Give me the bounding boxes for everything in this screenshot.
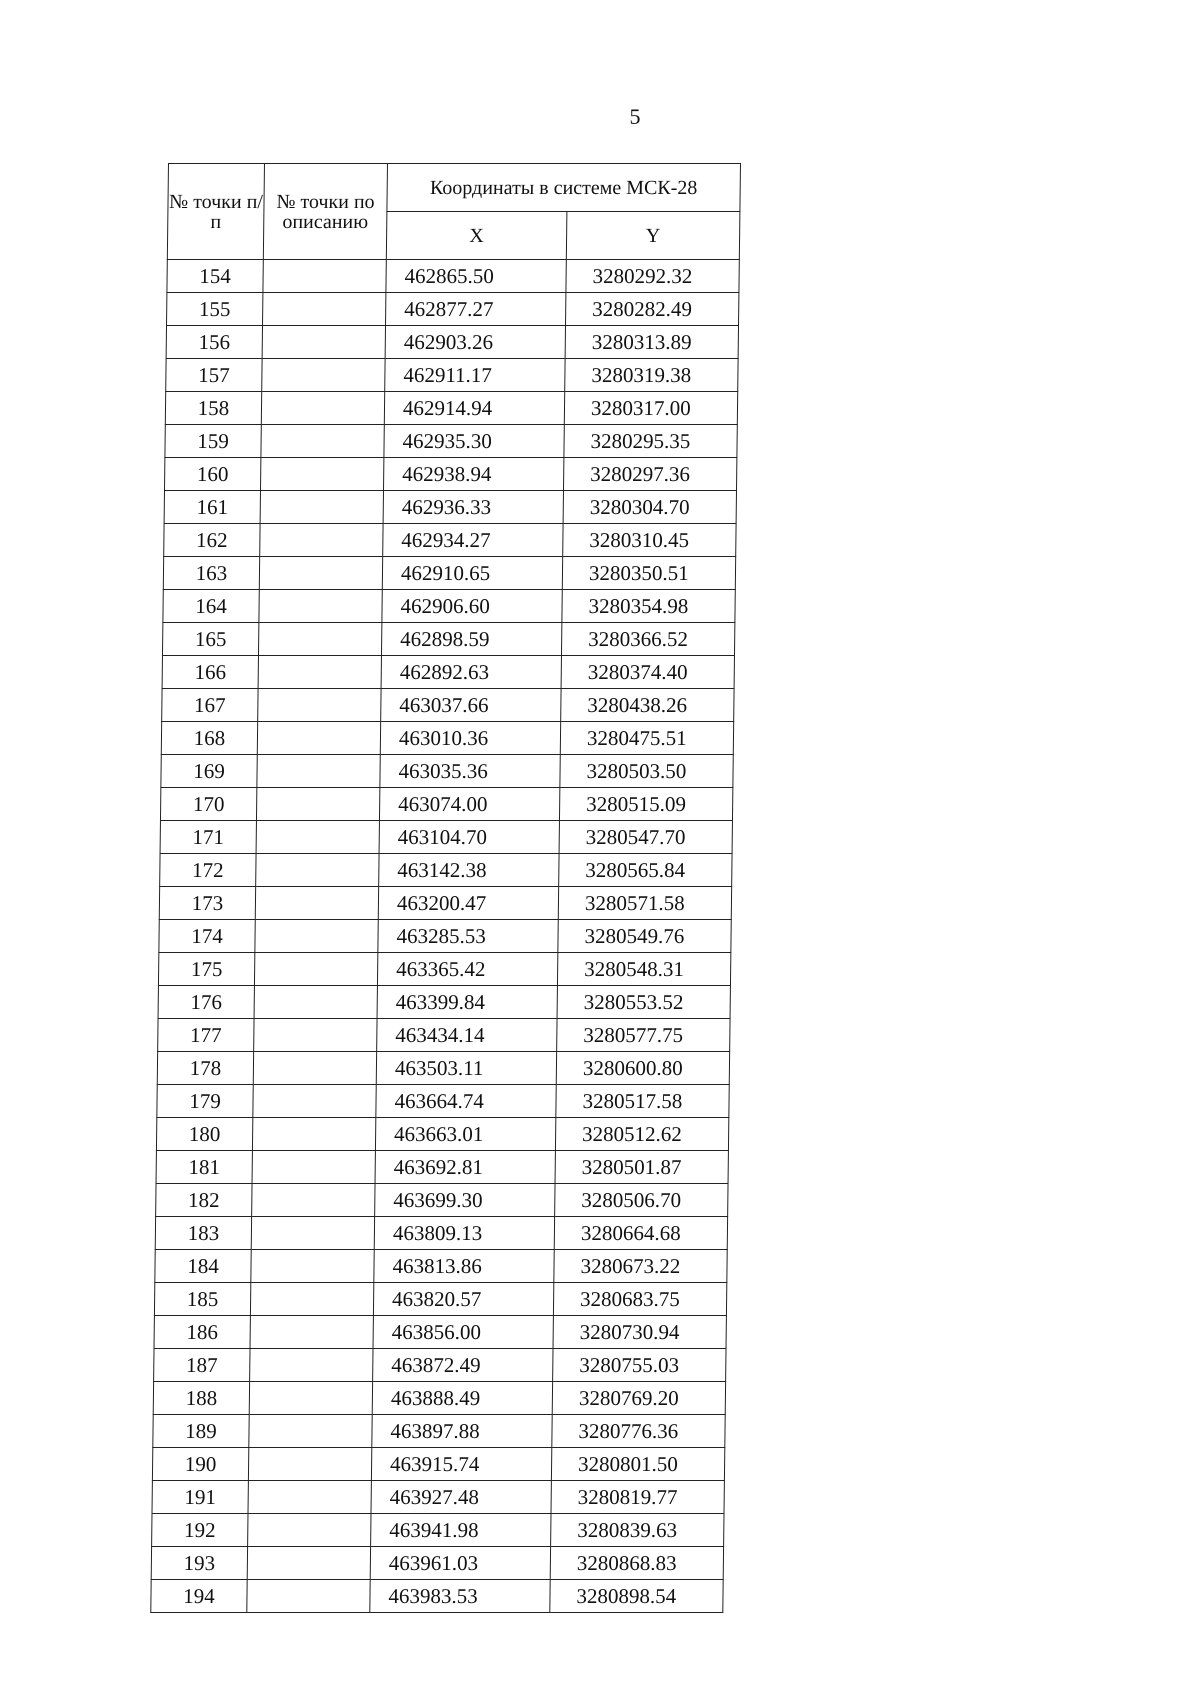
- cell-description-point: [263, 293, 386, 326]
- table-row: [157, 1052, 729, 1085]
- cell-description-point: [256, 854, 379, 887]
- cell-point-number: 158: [165, 392, 261, 425]
- cell-point-number: 170: [160, 788, 256, 821]
- cell-y: 3280295.35: [564, 425, 737, 458]
- table-row: [152, 1448, 724, 1481]
- cell-description-point: [258, 623, 381, 656]
- header-y: Y: [566, 212, 740, 260]
- cell-y: 3280769.20: [552, 1382, 725, 1415]
- cell-x: 463813.86: [374, 1250, 554, 1283]
- cell-point-number: 161: [164, 491, 260, 524]
- cell-point-number: 162: [164, 524, 260, 557]
- cell-x: 463692.81: [375, 1151, 555, 1184]
- cell-description-point: [260, 491, 383, 524]
- cell-point-number: 188: [153, 1382, 249, 1415]
- table-row: [162, 689, 734, 722]
- cell-description-point: [261, 392, 384, 425]
- cell-x: 463699.30: [375, 1184, 555, 1217]
- cell-y: 3280366.52: [561, 623, 734, 656]
- cell-point-number: 163: [163, 557, 259, 590]
- cell-description-point: [250, 1283, 373, 1316]
- cell-y: 3280350.51: [562, 557, 735, 590]
- table-row: [159, 887, 731, 920]
- table-row: [164, 458, 736, 491]
- cell-y: 3280549.76: [558, 920, 731, 953]
- cell-point-number: 190: [152, 1448, 248, 1481]
- cell-description-point: [250, 1349, 373, 1382]
- cell-description-point: [249, 1382, 372, 1415]
- cell-x: 463915.74: [371, 1448, 551, 1481]
- cell-description-point: [255, 920, 378, 953]
- cell-y: 3280310.45: [563, 524, 736, 557]
- cell-description-point: [260, 458, 383, 491]
- table-row: [165, 392, 737, 425]
- cell-description-point: [249, 1415, 372, 1448]
- cell-x: 463872.49: [373, 1349, 553, 1382]
- cell-description-point: [255, 887, 378, 920]
- cell-x: 463503.11: [376, 1052, 556, 1085]
- cell-point-number: 168: [161, 722, 257, 755]
- cell-x: 462898.59: [381, 623, 561, 656]
- cell-y: 3280319.38: [565, 359, 738, 392]
- cell-y: 3280354.98: [562, 590, 735, 623]
- table-row: [166, 326, 738, 359]
- cell-description-point: [254, 1019, 377, 1052]
- cell-point-number: 157: [166, 359, 262, 392]
- cell-description-point: [257, 755, 380, 788]
- cell-x: 462877.27: [386, 293, 566, 326]
- cell-x: 463104.70: [379, 821, 559, 854]
- cell-description-point: [263, 260, 386, 293]
- table-row: [163, 590, 735, 623]
- cell-y: 3280282.49: [566, 293, 739, 326]
- cell-description-point: [256, 821, 379, 854]
- cell-description-point: [256, 788, 379, 821]
- cell-y: 3280730.94: [553, 1316, 726, 1349]
- table-row: [167, 260, 739, 293]
- cell-x: 463983.53: [370, 1580, 550, 1613]
- cell-y: 3280776.36: [552, 1415, 725, 1448]
- cell-point-number: 171: [160, 821, 256, 854]
- cell-x: 462910.65: [382, 557, 562, 590]
- cell-x: 462934.27: [383, 524, 563, 557]
- cell-point-number: 192: [152, 1514, 248, 1547]
- cell-y: 3280304.70: [563, 491, 736, 524]
- table-row: [158, 986, 730, 1019]
- table-row: [156, 1184, 728, 1217]
- cell-y: 3280673.22: [554, 1250, 727, 1283]
- cell-point-number: 180: [156, 1118, 252, 1151]
- cell-y: 3280512.62: [555, 1118, 728, 1151]
- cell-point-number: 176: [158, 986, 254, 1019]
- cell-y: 3280819.77: [551, 1481, 724, 1514]
- table-row: [165, 425, 737, 458]
- cell-x: 463434.14: [377, 1019, 557, 1052]
- cell-point-number: 179: [157, 1085, 253, 1118]
- cell-y: 3280755.03: [553, 1349, 726, 1382]
- cell-y: 3280506.70: [555, 1184, 728, 1217]
- table-row: [156, 1118, 728, 1151]
- cell-y: 3280475.51: [560, 722, 733, 755]
- table-row: [157, 1085, 729, 1118]
- header-point-number: № точки п/п: [167, 164, 264, 260]
- cell-point-number: 164: [163, 590, 259, 623]
- coordinates-table: [150, 163, 741, 1613]
- cell-x: 463285.53: [378, 920, 558, 953]
- cell-x: 463888.49: [372, 1382, 552, 1415]
- cell-point-number: 169: [161, 755, 257, 788]
- cell-x: 462935.30: [384, 425, 564, 458]
- cell-y: 3280292.32: [566, 260, 739, 293]
- cell-x: 463142.38: [379, 854, 559, 887]
- table-row: [159, 920, 731, 953]
- cell-description-point: [257, 722, 380, 755]
- cell-point-number: 178: [157, 1052, 253, 1085]
- cell-x: 463856.00: [373, 1316, 553, 1349]
- cell-description-point: [251, 1217, 374, 1250]
- cell-point-number: 165: [162, 623, 258, 656]
- cell-x: 463200.47: [378, 887, 558, 920]
- cell-y: 3280501.87: [555, 1151, 728, 1184]
- table-row: [158, 953, 730, 986]
- cell-x: 463399.84: [377, 986, 557, 1019]
- cell-point-number: 177: [158, 1019, 254, 1052]
- table-row: [167, 293, 739, 326]
- cell-x: 463927.48: [371, 1481, 551, 1514]
- cell-y: 3280317.00: [564, 392, 737, 425]
- cell-x: 463010.36: [380, 722, 560, 755]
- table-row: [153, 1415, 725, 1448]
- cell-y: 3280553.52: [557, 986, 730, 1019]
- cell-y: 3280547.70: [559, 821, 732, 854]
- cell-y: 3280801.50: [551, 1448, 724, 1481]
- cell-x: 462914.94: [384, 392, 564, 425]
- cell-description-point: [258, 689, 381, 722]
- cell-description-point: [259, 590, 382, 623]
- cell-x: 462906.60: [382, 590, 562, 623]
- cell-point-number: 159: [165, 425, 261, 458]
- table-row: [152, 1514, 724, 1547]
- cell-point-number: 173: [159, 887, 255, 920]
- cell-description-point: [252, 1151, 375, 1184]
- cell-point-number: 183: [155, 1217, 251, 1250]
- cell-x: 463961.03: [370, 1547, 550, 1580]
- cell-description-point: [250, 1316, 373, 1349]
- cell-description-point: [254, 986, 377, 1019]
- cell-x: 463897.88: [372, 1415, 552, 1448]
- page-number: 5: [629, 104, 641, 129]
- cell-point-number: 189: [153, 1415, 249, 1448]
- table-row: [160, 788, 732, 821]
- cell-point-number: 194: [151, 1580, 247, 1613]
- cell-x: 463809.13: [374, 1217, 554, 1250]
- cell-y: 3280868.83: [550, 1547, 723, 1580]
- cell-point-number: 186: [154, 1316, 250, 1349]
- cell-description-point: [247, 1580, 370, 1613]
- cell-y: 3280297.36: [563, 458, 736, 491]
- table-row: [161, 755, 733, 788]
- cell-x: 462865.50: [386, 260, 566, 293]
- cell-point-number: 154: [167, 260, 263, 293]
- cell-point-number: 185: [154, 1283, 250, 1316]
- cell-description-point: [253, 1052, 376, 1085]
- table-row: [158, 1019, 730, 1052]
- cell-point-number: 181: [156, 1151, 252, 1184]
- cell-y: 3280515.09: [559, 788, 732, 821]
- cell-y: 3280374.40: [561, 656, 734, 689]
- table-header: [167, 164, 740, 260]
- cell-point-number: 172: [160, 854, 256, 887]
- cell-x: 462936.33: [383, 491, 563, 524]
- table-row: [164, 524, 736, 557]
- cell-x: 463941.98: [371, 1514, 551, 1547]
- cell-point-number: 166: [162, 656, 258, 689]
- cell-x: 463074.00: [379, 788, 559, 821]
- cell-y: 3280571.58: [558, 887, 731, 920]
- cell-x: 463820.57: [373, 1283, 553, 1316]
- table-body: [151, 260, 740, 1613]
- cell-y: 3280839.63: [551, 1514, 724, 1547]
- table-row: [154, 1283, 726, 1316]
- cell-description-point: [262, 359, 385, 392]
- table-row: [160, 854, 732, 887]
- cell-point-number: 175: [158, 953, 254, 986]
- cell-description-point: [260, 524, 383, 557]
- table-row: [161, 722, 733, 755]
- table-row: [153, 1382, 725, 1415]
- cell-x: 463037.66: [381, 689, 561, 722]
- cell-point-number: 193: [151, 1547, 247, 1580]
- cell-x: 462938.94: [383, 458, 563, 491]
- table-row: [154, 1349, 726, 1382]
- cell-description-point: [258, 656, 381, 689]
- cell-point-number: 160: [164, 458, 260, 491]
- cell-description-point: [248, 1514, 371, 1547]
- cell-description-point: [254, 953, 377, 986]
- cell-point-number: 156: [166, 326, 262, 359]
- table-row: [151, 1580, 723, 1613]
- cell-point-number: 155: [167, 293, 263, 326]
- table-row: [154, 1316, 726, 1349]
- cell-description-point: [248, 1448, 371, 1481]
- cell-description-point: [261, 425, 384, 458]
- table-row: [164, 491, 736, 524]
- cell-x: 463365.42: [377, 953, 557, 986]
- table-row: [163, 557, 735, 590]
- table-row: [162, 656, 734, 689]
- table-row: [152, 1481, 724, 1514]
- cell-x: 463035.36: [380, 755, 560, 788]
- table-row: [166, 359, 738, 392]
- table-row: [155, 1250, 727, 1283]
- cell-point-number: 182: [156, 1184, 252, 1217]
- cell-y: 3280438.26: [561, 689, 734, 722]
- cell-y: 3280898.54: [550, 1580, 723, 1613]
- cell-y: 3280313.89: [565, 326, 738, 359]
- cell-description-point: [253, 1085, 376, 1118]
- cell-description-point: [252, 1118, 375, 1151]
- header-description-point: № точки по описанию: [263, 164, 387, 260]
- table-row: [155, 1217, 727, 1250]
- cell-y: 3280517.58: [556, 1085, 729, 1118]
- cell-description-point: [251, 1250, 374, 1283]
- header-coordinates-group: Координаты в системе МСК-28: [387, 164, 741, 212]
- cell-description-point: [252, 1184, 375, 1217]
- cell-point-number: 167: [162, 689, 258, 722]
- table-row: [160, 821, 732, 854]
- cell-description-point: [248, 1481, 371, 1514]
- cell-x: 463664.74: [376, 1085, 556, 1118]
- cell-y: 3280664.68: [554, 1217, 727, 1250]
- cell-x: 462911.17: [385, 359, 565, 392]
- cell-description-point: [259, 557, 382, 590]
- cell-description-point: [247, 1547, 370, 1580]
- cell-y: 3280565.84: [559, 854, 732, 887]
- cell-point-number: 191: [152, 1481, 248, 1514]
- cell-description-point: [262, 326, 385, 359]
- cell-point-number: 184: [155, 1250, 251, 1283]
- cell-point-number: 187: [154, 1349, 250, 1382]
- cell-x: 463663.01: [375, 1118, 555, 1151]
- cell-y: 3280503.50: [560, 755, 733, 788]
- cell-y: 3280600.80: [556, 1052, 729, 1085]
- table-row: [162, 623, 734, 656]
- cell-y: 3280548.31: [557, 953, 730, 986]
- cell-point-number: 174: [159, 920, 255, 953]
- cell-x: 462903.26: [385, 326, 565, 359]
- cell-y: 3280577.75: [557, 1019, 730, 1052]
- table-row: [156, 1151, 728, 1184]
- cell-y: 3280683.75: [553, 1283, 726, 1316]
- table-row: [151, 1547, 723, 1580]
- header-x: X: [386, 212, 567, 260]
- cell-x: 462892.63: [381, 656, 561, 689]
